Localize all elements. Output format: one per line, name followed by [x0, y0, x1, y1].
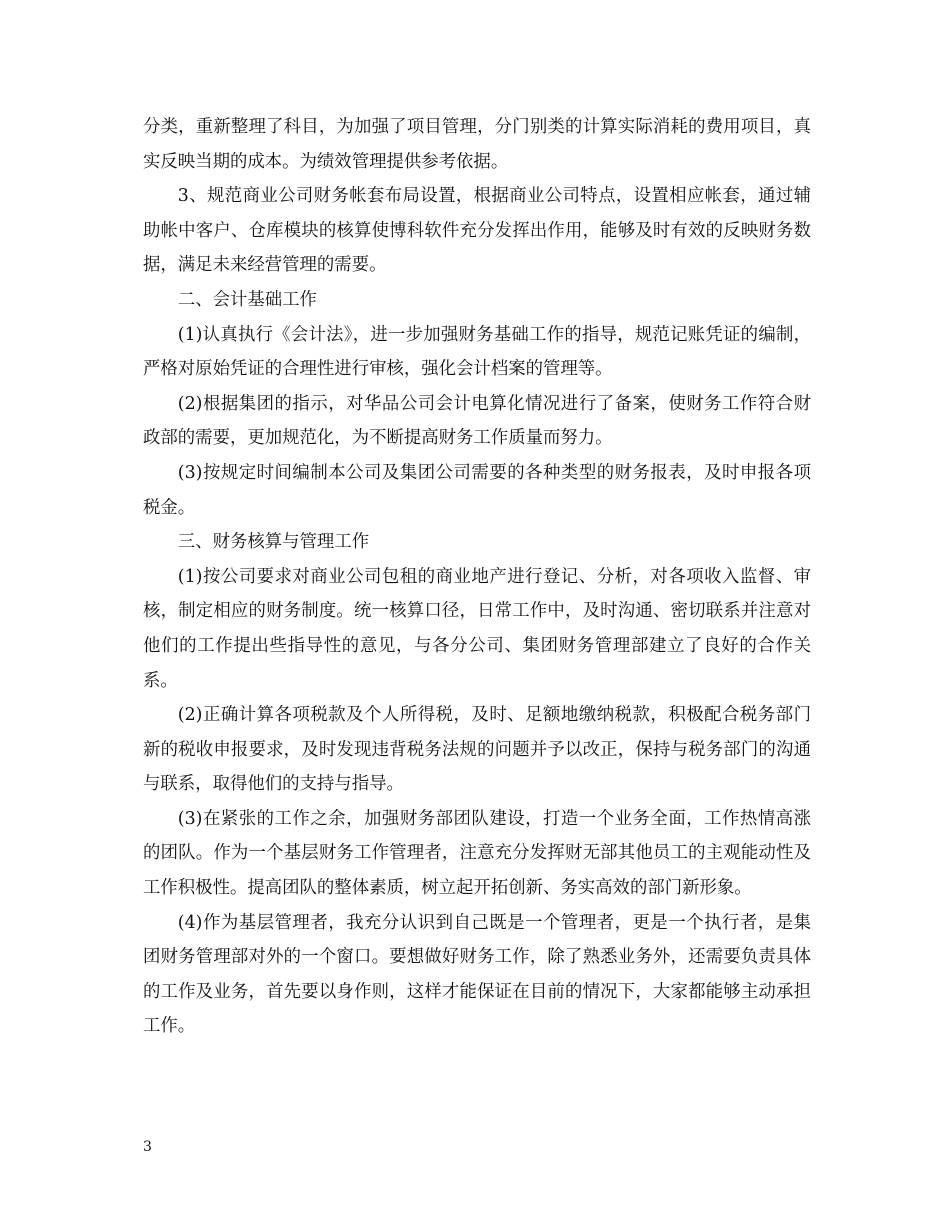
paragraph: (3)按规定时间编制本公司及集团公司需要的各种类型的财务报表，及时申报各项税金。 — [143, 462, 811, 518]
section-heading: 三、财务核算与管理工作 — [177, 532, 370, 553]
paragraph: (3)在紧张的工作之余，加强财务部团队建设，打造一个业务全面，工作热情高涨的团队。作为一个基层财务工作管理者，注意充分发挥财无部其他员工的主观能动性及工作积极性。提高团队的整体素质，树立起开拓创新、务实高效的部门新形象。 — [143, 808, 811, 899]
paragraph: 3、规范商业公司财务帐套布局设置，根据商业公司特点，设置相应帐套，通过辅助帐中客户、仓库模块的核算使博科软件充分发挥出作用，能够及时有效的反映财务数据，满足未来经营管理的需要。 — [143, 186, 811, 276]
paragraph: 分类，重新整理了科目，为加强了项目管理，分门别类的计算实际消耗的费用项目，真实反映当期的成本。为绩效管理提供参考依据。 — [143, 117, 811, 172]
section-heading: 二、会计基础工作 — [177, 289, 317, 310]
paragraph: (4)作为基层管理者，我充分认识到自己既是一个管理者，更是一个执行者，是集团财务管理部对外的一个窗口。要想做好财务工作，除了熟悉业务外，还需要负责具体的工作及业务，首先要以身作则，这样才能保证在目前的情况下，大家都能够主动承担工作。 — [143, 912, 811, 1037]
paragraph: (1)认真执行《会计法》，进一步加强财务基础工作的指导，规范记账凭证的编制，严格对原始凭证的合理性进行审核，强化会计档案的管理等。 — [143, 324, 811, 380]
document-body — [143, 110, 811, 1044]
page-number: 3 — [143, 1139, 152, 1155]
paragraph: (1)按公司要求对商业公司包租的商业地产进行登记、分析，对各项收入监督、审核，制定相应的财务制度。统一核算口径，日常工作中，及时沟通、密切联系并注意对他们的工作提出些指导性的意见，与各分公司、集团财务管理部建立了良好的合作关系。 — [143, 566, 811, 691]
paragraph: (2)根据集团的指示，对华品公司会计电算化情况进行了备案，使财务工作符合财政部的需要，更加规范化，为不断提高财务工作质量而努力。 — [143, 393, 811, 449]
paragraph: (2)正确计算各项税款及个人所得税，及时、足额地缴纳税款，积极配合税务部门新的税收申报要求，及时发现违背税务法规的问题并予以改正，保持与税务部门的沟通与联系，取得他们的支持与指导。 — [143, 705, 811, 795]
